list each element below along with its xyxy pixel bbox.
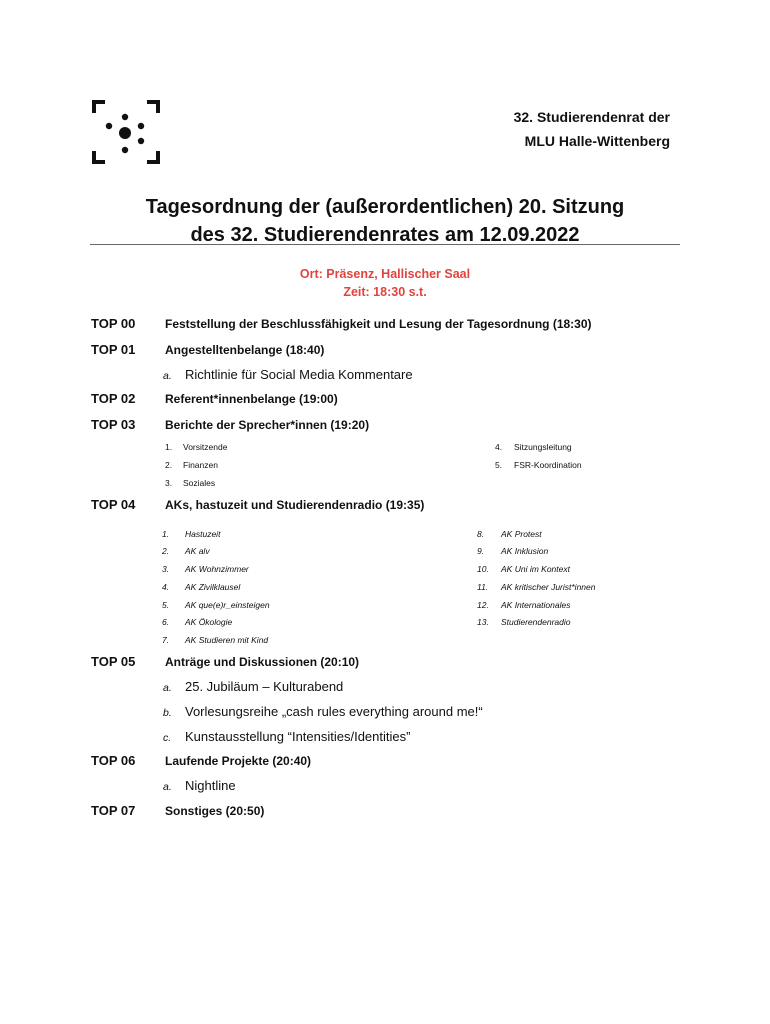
title-line-1: Tagesordnung der (außerordentlichen) 20. Sitzung bbox=[145, 196, 625, 218]
list-item-text: AK Internationales bbox=[501, 600, 571, 610]
list-item-number: 7. bbox=[162, 635, 170, 645]
list-item-text: AK Studieren mit Kind bbox=[185, 635, 269, 645]
org-line-1: 32. Studierendenrat der bbox=[513, 109, 670, 125]
top-title: Referent*innenbelange (19:00) bbox=[165, 392, 338, 406]
agenda-subitem-letter: a. bbox=[163, 370, 172, 382]
list-item-number: 2. bbox=[162, 546, 170, 556]
meeting-info bbox=[90, 265, 680, 301]
list-item-text: AK Uni im Kontext bbox=[501, 564, 570, 574]
studierendenrat-logo-icon bbox=[92, 100, 160, 164]
top-title: Angestelltenbelange (18:40) bbox=[165, 343, 325, 357]
top-code: TOP 07 bbox=[91, 803, 136, 818]
list-item-number: 1. bbox=[162, 529, 170, 539]
agenda-subitem-text: 25. Jubiläum – Kulturabend bbox=[185, 679, 344, 694]
top-title: Anträge und Diskussionen (20:10) bbox=[165, 655, 360, 669]
top-code: TOP 00 bbox=[91, 316, 136, 331]
top-title: Sonstiges (20:50) bbox=[165, 804, 265, 818]
top-code: TOP 05 bbox=[91, 654, 136, 669]
top-title: Feststellung der Beschlussfähigkeit und Lesung der Tagesordnung (18:30) bbox=[165, 317, 592, 331]
list-item-text: AK Zivilklausel bbox=[185, 582, 241, 592]
list-item-number: 10. bbox=[477, 564, 489, 574]
agenda-subitem-letter: a. bbox=[163, 781, 172, 793]
agenda-subitem-text: Kunstausstellung “Intensities/Identities” bbox=[185, 729, 411, 744]
list-item-number: 13. bbox=[477, 617, 489, 627]
list-item-number: 1. bbox=[165, 442, 173, 452]
list-item-text: FSR-Koordination bbox=[514, 460, 582, 470]
list-item-number: 11. bbox=[477, 582, 489, 592]
agenda-subitem-text: Vorlesungsreihe „cash rules everything around me!“ bbox=[185, 704, 483, 719]
list-item-text: Studierendenradio bbox=[501, 617, 571, 627]
list-item-text: AK alv bbox=[185, 546, 210, 556]
list-item-number: 3. bbox=[162, 564, 170, 574]
top-title: AKs, hastuzeit und Studierendenradio (19:35) bbox=[165, 498, 425, 512]
title-line-2: des 32. Studierendenrates am 12.09.2022 bbox=[190, 224, 580, 246]
list-item-text: Soziales bbox=[183, 478, 216, 488]
list-item-text: AK kritischer Jurist*innen bbox=[501, 582, 596, 592]
agenda-subitem-text: Nightline bbox=[185, 778, 236, 793]
list-item-text: Sitzungsleitung bbox=[514, 442, 572, 452]
agenda-subitem-letter: a. bbox=[163, 682, 172, 694]
list-item-number: 4. bbox=[495, 442, 503, 452]
list-item-text: Finanzen bbox=[183, 460, 218, 470]
list-item-text: Vorsitzende bbox=[183, 442, 228, 452]
list-item-number: 9. bbox=[477, 546, 485, 556]
title-divider bbox=[90, 244, 680, 245]
agenda-subitem-letter: b. bbox=[163, 707, 172, 719]
list-item-text: AK Inklusion bbox=[501, 546, 549, 556]
list-item-text: AK Wohnzimmer bbox=[185, 564, 249, 574]
top-code: TOP 03 bbox=[91, 417, 136, 432]
list-item-text: Hastuzeit bbox=[185, 529, 221, 539]
meeting-time: Zeit: 18:30 s.t. bbox=[343, 285, 427, 299]
list-item-text: AK Ökologie bbox=[185, 617, 233, 627]
list-item-number: 5. bbox=[495, 460, 503, 470]
top-title: Berichte der Sprecher*innen (19:20) bbox=[165, 418, 370, 432]
list-item-number: 12. bbox=[477, 600, 489, 610]
list-item-number: 3. bbox=[165, 478, 173, 488]
meeting-location: Ort: Präsenz, Hallischer Saal bbox=[299, 267, 471, 281]
agenda-subitem-text: Richtlinie für Social Media Kommentare bbox=[185, 367, 413, 382]
top-code: TOP 04 bbox=[91, 497, 136, 512]
list-item-number: 2. bbox=[165, 460, 173, 470]
list-item-number: 6. bbox=[162, 617, 170, 627]
top-title: Laufende Projekte (20:40) bbox=[165, 754, 312, 768]
top-code: TOP 01 bbox=[91, 342, 136, 357]
list-item-text: AK que(e)r_einsteigen bbox=[185, 600, 270, 610]
page-title bbox=[90, 193, 680, 249]
list-item-text: AK Protest bbox=[501, 529, 542, 539]
list-item-number: 4. bbox=[162, 582, 170, 592]
top-code: TOP 06 bbox=[91, 753, 136, 768]
agenda-subitem-letter: c. bbox=[163, 732, 172, 744]
top-code: TOP 02 bbox=[91, 391, 136, 406]
list-item-number: 8. bbox=[477, 529, 485, 539]
org-header bbox=[514, 105, 670, 153]
list-item-number: 5. bbox=[162, 600, 170, 610]
org-line-2: MLU Halle-Wittenberg bbox=[524, 133, 670, 149]
